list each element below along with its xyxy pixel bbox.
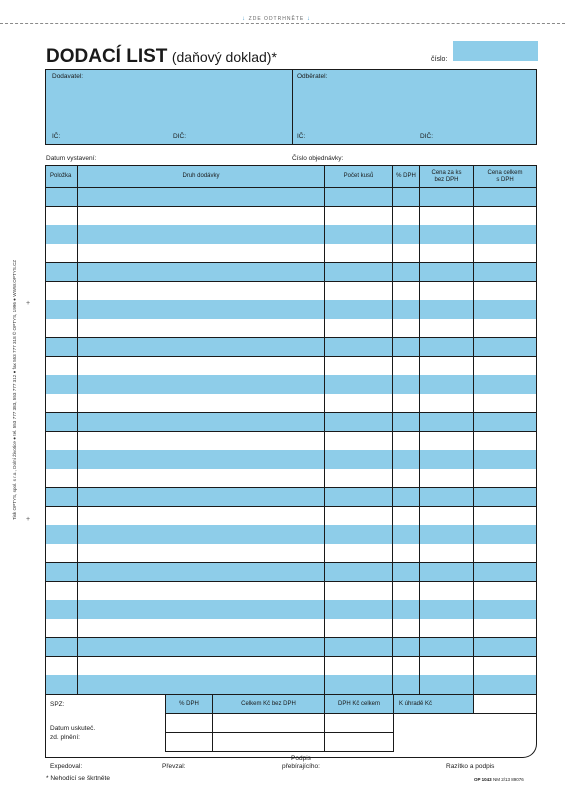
table-cell[interactable] — [46, 338, 77, 357]
table-cell[interactable] — [420, 244, 473, 263]
table-cell[interactable] — [78, 357, 324, 376]
table-cell[interactable] — [393, 413, 419, 432]
table-cell[interactable] — [474, 207, 536, 226]
title-sub: (daňový doklad)* — [171, 49, 277, 65]
table-cell[interactable] — [325, 357, 392, 376]
table-cell[interactable] — [474, 450, 536, 469]
table-cell[interactable] — [78, 319, 324, 338]
table-cell[interactable] — [474, 413, 536, 432]
table-cell[interactable] — [325, 507, 392, 526]
table-cell[interactable] — [325, 619, 392, 638]
party-divider — [292, 69, 293, 145]
table-cell[interactable] — [474, 600, 536, 619]
table-cell[interactable] — [46, 563, 77, 582]
table-cell[interactable] — [474, 638, 536, 657]
table-cell[interactable] — [393, 300, 419, 319]
customer-label: Odběratel: — [297, 73, 328, 80]
table-cell[interactable] — [46, 225, 77, 244]
datum-uskut-label: Datum uskuteč. zd. plnění: — [50, 725, 96, 741]
table-cell[interactable] — [474, 488, 536, 507]
table-cell[interactable] — [393, 525, 419, 544]
col-header-dph: % DPH — [393, 166, 419, 187]
table-cell[interactable] — [325, 282, 392, 301]
col-header-pocet: Počet kusů — [325, 166, 392, 187]
table-cell[interactable] — [393, 469, 419, 488]
table-cell[interactable] — [46, 188, 77, 207]
title-main: DODACÍ LIST — [46, 46, 168, 67]
table-cell[interactable] — [325, 582, 392, 601]
table-cell[interactable] — [393, 244, 419, 263]
table-cell[interactable] — [420, 450, 473, 469]
table-cell[interactable] — [46, 450, 77, 469]
table-cell[interactable] — [474, 282, 536, 301]
table-cell[interactable] — [78, 394, 324, 413]
table-cell[interactable] — [78, 525, 324, 544]
table-cell[interactable] — [393, 225, 419, 244]
table-cell[interactable] — [420, 282, 473, 301]
table-cell[interactable] — [393, 282, 419, 301]
table-cell[interactable] — [420, 319, 473, 338]
col-line — [473, 166, 474, 694]
table-cell[interactable] — [46, 413, 77, 432]
table-cell[interactable] — [78, 207, 324, 226]
table-cell[interactable] — [325, 525, 392, 544]
table-cell[interactable] — [46, 638, 77, 657]
table-cell[interactable] — [474, 544, 536, 563]
table-cell[interactable] — [325, 657, 392, 676]
summary-col-line — [393, 695, 394, 752]
table-cell[interactable] — [393, 638, 419, 657]
table-cell[interactable] — [325, 675, 392, 694]
supplier-label: Dodavatel: — [52, 73, 84, 80]
table-cell[interactable] — [46, 319, 77, 338]
table-cell[interactable] — [325, 488, 392, 507]
table-cell[interactable] — [393, 563, 419, 582]
col-line — [419, 166, 420, 694]
table-cell[interactable] — [474, 675, 536, 694]
table-cell[interactable] — [474, 469, 536, 488]
cislo-label: číslo: — [431, 56, 448, 63]
register-mark-icon: + — [26, 516, 31, 523]
cislo-objednavky-label: Číslo objednávky: — [292, 155, 344, 162]
table-cell[interactable] — [474, 394, 536, 413]
table-cell[interactable] — [474, 432, 536, 451]
table-cell[interactable] — [393, 338, 419, 357]
table-cell[interactable] — [78, 600, 324, 619]
table-cell[interactable] — [78, 225, 324, 244]
table-cell[interactable] — [474, 225, 536, 244]
table-cell[interactable] — [474, 375, 536, 394]
table-cell[interactable] — [420, 469, 473, 488]
table-cell[interactable] — [78, 450, 324, 469]
spz-label: SPZ: — [50, 701, 65, 708]
table-cell[interactable] — [46, 282, 77, 301]
table-cell[interactable] — [46, 207, 77, 226]
table-cell[interactable] — [393, 544, 419, 563]
table-cell[interactable] — [78, 188, 324, 207]
table-cell[interactable] — [393, 357, 419, 376]
table-cell[interactable] — [420, 338, 473, 357]
table-cell[interactable] — [393, 432, 419, 451]
side-imprint: Tisk OPTYS, spol. s r.o., Dolní Životice ● tel. 553 777 383, 553 777 312 ● fax 553 777 318 © OPTYS, 1996 ● WWW.OPTYS.CZ — [12, 259, 17, 520]
table-cell[interactable] — [393, 582, 419, 601]
table-cell[interactable] — [420, 675, 473, 694]
tear-off-label: ↓ ZDE ODTRHNĚTE ↓ — [236, 16, 317, 22]
product-code: OP 1043 NM 2/13 89076 — [474, 777, 524, 782]
table-cell[interactable] — [46, 432, 77, 451]
table-cell[interactable] — [420, 263, 473, 282]
table-cell[interactable] — [474, 619, 536, 638]
table-cell[interactable] — [46, 357, 77, 376]
table-cell[interactable] — [78, 619, 324, 638]
datum-vystaveni-label: Datum vystavení: — [46, 155, 97, 162]
table-cell[interactable] — [420, 563, 473, 582]
table-cell[interactable] — [46, 488, 77, 507]
table-cell[interactable] — [393, 207, 419, 226]
table-cell[interactable] — [393, 619, 419, 638]
table-cell[interactable] — [46, 619, 77, 638]
table-cell[interactable] — [393, 394, 419, 413]
table-cell[interactable] — [393, 507, 419, 526]
table-cell[interactable] — [474, 525, 536, 544]
table-cell[interactable] — [393, 319, 419, 338]
table-cell[interactable] — [393, 675, 419, 694]
table-cell[interactable] — [420, 488, 473, 507]
table-cell[interactable] — [325, 225, 392, 244]
header-bottom-line — [45, 187, 537, 188]
table-cell[interactable] — [78, 638, 324, 657]
summary-dph-pct-header: % DPH — [166, 695, 212, 713]
register-mark-icon: + — [26, 300, 31, 307]
table-cell[interactable] — [420, 357, 473, 376]
table-cell[interactable] — [325, 563, 392, 582]
table-cell[interactable] — [46, 469, 77, 488]
cislo-field[interactable] — [453, 41, 538, 61]
table-cell[interactable] — [420, 188, 473, 207]
table-cell[interactable] — [393, 657, 419, 676]
col-line — [392, 166, 393, 694]
table-cell[interactable] — [474, 244, 536, 263]
podpis-label: Podpis přebírajícího: — [282, 755, 320, 771]
table-cell[interactable] — [393, 188, 419, 207]
summary-input-row-1[interactable] — [166, 714, 393, 731]
table-cell[interactable] — [325, 188, 392, 207]
table-cell[interactable] — [46, 675, 77, 694]
table-cell[interactable] — [393, 263, 419, 282]
table-cell[interactable] — [78, 582, 324, 601]
table-cell[interactable] — [325, 600, 392, 619]
table-cell[interactable] — [420, 619, 473, 638]
down-arrow-icon: ↓ — [242, 16, 246, 22]
table-cell[interactable] — [420, 432, 473, 451]
razitko-label: Razítko a podpis — [446, 763, 495, 770]
customer-ic: IČ: — [297, 133, 306, 140]
table-cell[interactable] — [78, 282, 324, 301]
table-cell[interactable] — [78, 263, 324, 282]
prevzal-label: Převzal: — [162, 763, 186, 770]
table-cell[interactable] — [420, 225, 473, 244]
table-cell[interactable] — [325, 375, 392, 394]
table-cell[interactable] — [78, 300, 324, 319]
col-line — [77, 166, 78, 694]
table-cell[interactable] — [325, 394, 392, 413]
table-cell[interactable] — [474, 300, 536, 319]
summary-input-row-2[interactable] — [166, 733, 393, 750]
table-cell[interactable] — [420, 638, 473, 657]
table-cell[interactable] — [46, 525, 77, 544]
table-cell[interactable] — [474, 263, 536, 282]
table-cell[interactable] — [393, 375, 419, 394]
table-cell[interactable] — [474, 188, 536, 207]
table-cell[interactable] — [46, 375, 77, 394]
supplier-dic: DIČ: — [173, 133, 186, 140]
col-header-cena-ks: Cena za ks bez DPH — [420, 166, 473, 187]
table-cell[interactable] — [78, 657, 324, 676]
table-cell[interactable] — [325, 432, 392, 451]
summary-dph-kc-header: DPH Kč celkem — [325, 695, 393, 713]
table-cell[interactable] — [420, 394, 473, 413]
col-header-druh: Druh dodávky — [78, 166, 324, 187]
col-line — [324, 166, 325, 694]
table-cell[interactable] — [325, 413, 392, 432]
table-cell[interactable] — [325, 207, 392, 226]
table-cell[interactable] — [474, 338, 536, 357]
table-cell[interactable] — [420, 582, 473, 601]
expedoval-label: Expedoval: — [50, 763, 83, 770]
table-cell[interactable] — [46, 394, 77, 413]
table-cell[interactable] — [325, 263, 392, 282]
table-cell[interactable] — [420, 600, 473, 619]
table-cell[interactable] — [325, 469, 392, 488]
table-cell[interactable] — [46, 544, 77, 563]
tear-off-line — [0, 23, 565, 24]
col-header-cena-celkem: Cena celkem s DPH — [474, 166, 536, 187]
supplier-ic: IČ: — [52, 133, 61, 140]
table-cell[interactable] — [325, 244, 392, 263]
table-cell[interactable] — [78, 413, 324, 432]
col-header-polozka: Položka — [46, 166, 77, 187]
table-cell[interactable] — [78, 244, 324, 263]
table-cell[interactable] — [474, 507, 536, 526]
footnote: * Nehodící se škrtněte — [46, 775, 110, 782]
table-cell[interactable] — [78, 544, 324, 563]
table-cell[interactable] — [325, 450, 392, 469]
table-cell[interactable] — [78, 432, 324, 451]
table-cell[interactable] — [420, 507, 473, 526]
supplier-field[interactable] — [48, 82, 288, 130]
table-cell[interactable] — [78, 563, 324, 582]
table-cell[interactable] — [78, 375, 324, 394]
table-cell[interactable] — [325, 319, 392, 338]
table-cell[interactable] — [78, 488, 324, 507]
table-cell[interactable] — [420, 525, 473, 544]
summary-col-line — [473, 695, 474, 713]
customer-field[interactable] — [296, 82, 534, 130]
table-cell[interactable] — [46, 582, 77, 601]
summary-line — [165, 751, 394, 752]
table-cell[interactable] — [78, 675, 324, 694]
table-cell[interactable] — [474, 657, 536, 676]
table-cell[interactable] — [46, 600, 77, 619]
table-cell[interactable] — [393, 600, 419, 619]
table-cell[interactable] — [420, 657, 473, 676]
table-cell[interactable] — [393, 450, 419, 469]
summary-k-uhrade-header: K úhradě Kč — [394, 695, 473, 713]
table-cell[interactable] — [78, 338, 324, 357]
table-cell[interactable] — [46, 300, 77, 319]
table-cell[interactable] — [420, 207, 473, 226]
customer-dic: DIČ: — [420, 133, 433, 140]
table-cell[interactable] — [420, 300, 473, 319]
table-cell[interactable] — [474, 563, 536, 582]
table-cell[interactable] — [474, 319, 536, 338]
table-cell[interactable] — [420, 375, 473, 394]
down-arrow-icon: ↓ — [306, 16, 311, 22]
table-cell[interactable] — [325, 300, 392, 319]
table-cell[interactable] — [325, 338, 392, 357]
k-uhrade-field[interactable] — [474, 695, 536, 713]
table-cell[interactable] — [78, 469, 324, 488]
table-cell[interactable] — [325, 544, 392, 563]
summary-celkem-bez-header: Celkem Kč bez DPH — [213, 695, 324, 713]
table-cell[interactable] — [46, 657, 77, 676]
table-cell[interactable] — [393, 488, 419, 507]
table-cell[interactable] — [420, 544, 473, 563]
table-cell[interactable] — [325, 638, 392, 657]
page-title — [46, 46, 277, 68]
table-cell[interactable] — [78, 507, 324, 526]
table-cell[interactable] — [474, 582, 536, 601]
table-cell[interactable] — [46, 244, 77, 263]
table-cell[interactable] — [46, 263, 77, 282]
table-cell[interactable] — [474, 357, 536, 376]
table-cell[interactable] — [420, 413, 473, 432]
table-cell[interactable] — [46, 507, 77, 526]
